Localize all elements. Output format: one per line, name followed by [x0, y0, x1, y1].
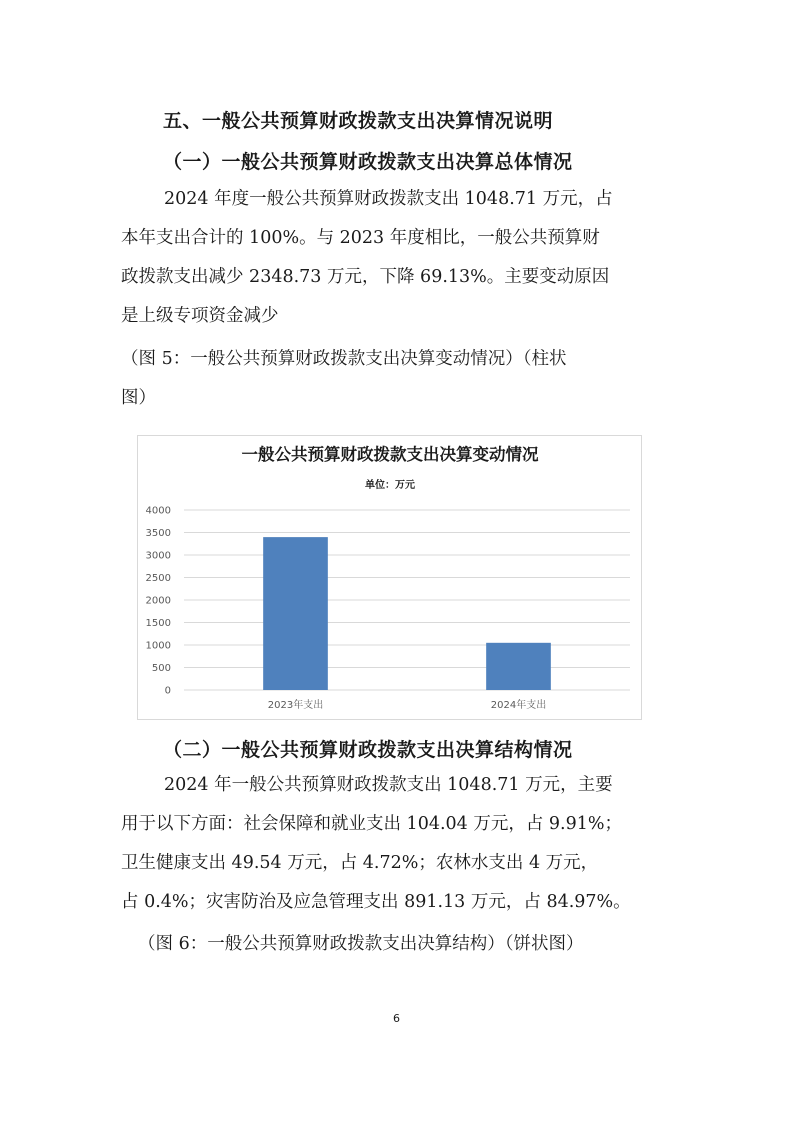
y-tick-label: 2500 [145, 573, 171, 584]
x-tick-label: 2023年支出 [267, 700, 324, 711]
text-line: 政拨款支出减少 2348.73 万元，下降 69.13%。主要变动原因 [121, 267, 610, 287]
text-line: 本年支出合计的 100%。与 2023 年度相比，一般公共预算财 [121, 228, 600, 248]
caption-line: （图 6：一般公共预算财政拨款支出决算结构）（饼状图） [138, 934, 584, 954]
y-tick-label: 3000 [145, 550, 171, 562]
subsection-title-overall: （一）一般公共预算财政拨款支出决算总体情况 [163, 151, 573, 173]
text-line: 2024 年度一般公共预算财政拨款支出 1048.71 万元，占 [164, 189, 613, 209]
caption-line: （图 5：一般公共预算财政拨款支出决算变动情况）（柱状 [121, 349, 567, 369]
chart-gridlines [184, 510, 630, 690]
bar [486, 643, 551, 690]
subsection-title-structure: （二）一般公共预算财政拨款支出决算结构情况 [163, 739, 573, 761]
y-tick-label: 2000 [145, 595, 171, 607]
y-tick-label: 3500 [145, 528, 171, 539]
paragraph-structure [121, 766, 676, 922]
y-tick-label: 4000 [145, 505, 171, 517]
figure-6-caption [138, 925, 683, 964]
text-line: 占 0.4%；灾害防治及应急管理支出 891.13 万元，占 84.97%。 [121, 892, 631, 912]
y-tick-label: 0 [164, 685, 171, 697]
figure-5-caption [121, 340, 676, 418]
x-tick-label: 2024年支出 [490, 700, 547, 711]
bar-chart-svg [138, 436, 643, 721]
bar-chart [137, 435, 642, 720]
chart-x-axis [268, 698, 546, 711]
page-number: 6 [393, 1012, 400, 1025]
y-tick-label: 1000 [145, 640, 171, 652]
text-line: 用于以下方面：社会保障和就业支出 104.04 万元，占 9.91%； [121, 814, 623, 834]
paragraph-overall [121, 180, 676, 336]
chart-subtitle: 单位：万元 [365, 480, 415, 491]
caption-line: 图） [121, 388, 156, 408]
y-tick-label: 1500 [145, 618, 171, 629]
chart-title: 一般公共预算财政拨款支出决算变动情况 [241, 445, 539, 464]
text-line: 2024 年一般公共预算财政拨款支出 1048.71 万元，主要 [164, 775, 613, 795]
bar [263, 537, 328, 690]
text-line: 卫生健康支出 49.54 万元，占 4.72%；农林水支出 4 万元， [121, 853, 599, 873]
y-tick-label: 500 [151, 663, 171, 674]
text-line: 是上级专项资金减少 [121, 306, 279, 326]
chart-y-axis [146, 506, 171, 697]
section-title: 五、一般公共预算财政拨款支出决算情况说明 [163, 110, 554, 132]
